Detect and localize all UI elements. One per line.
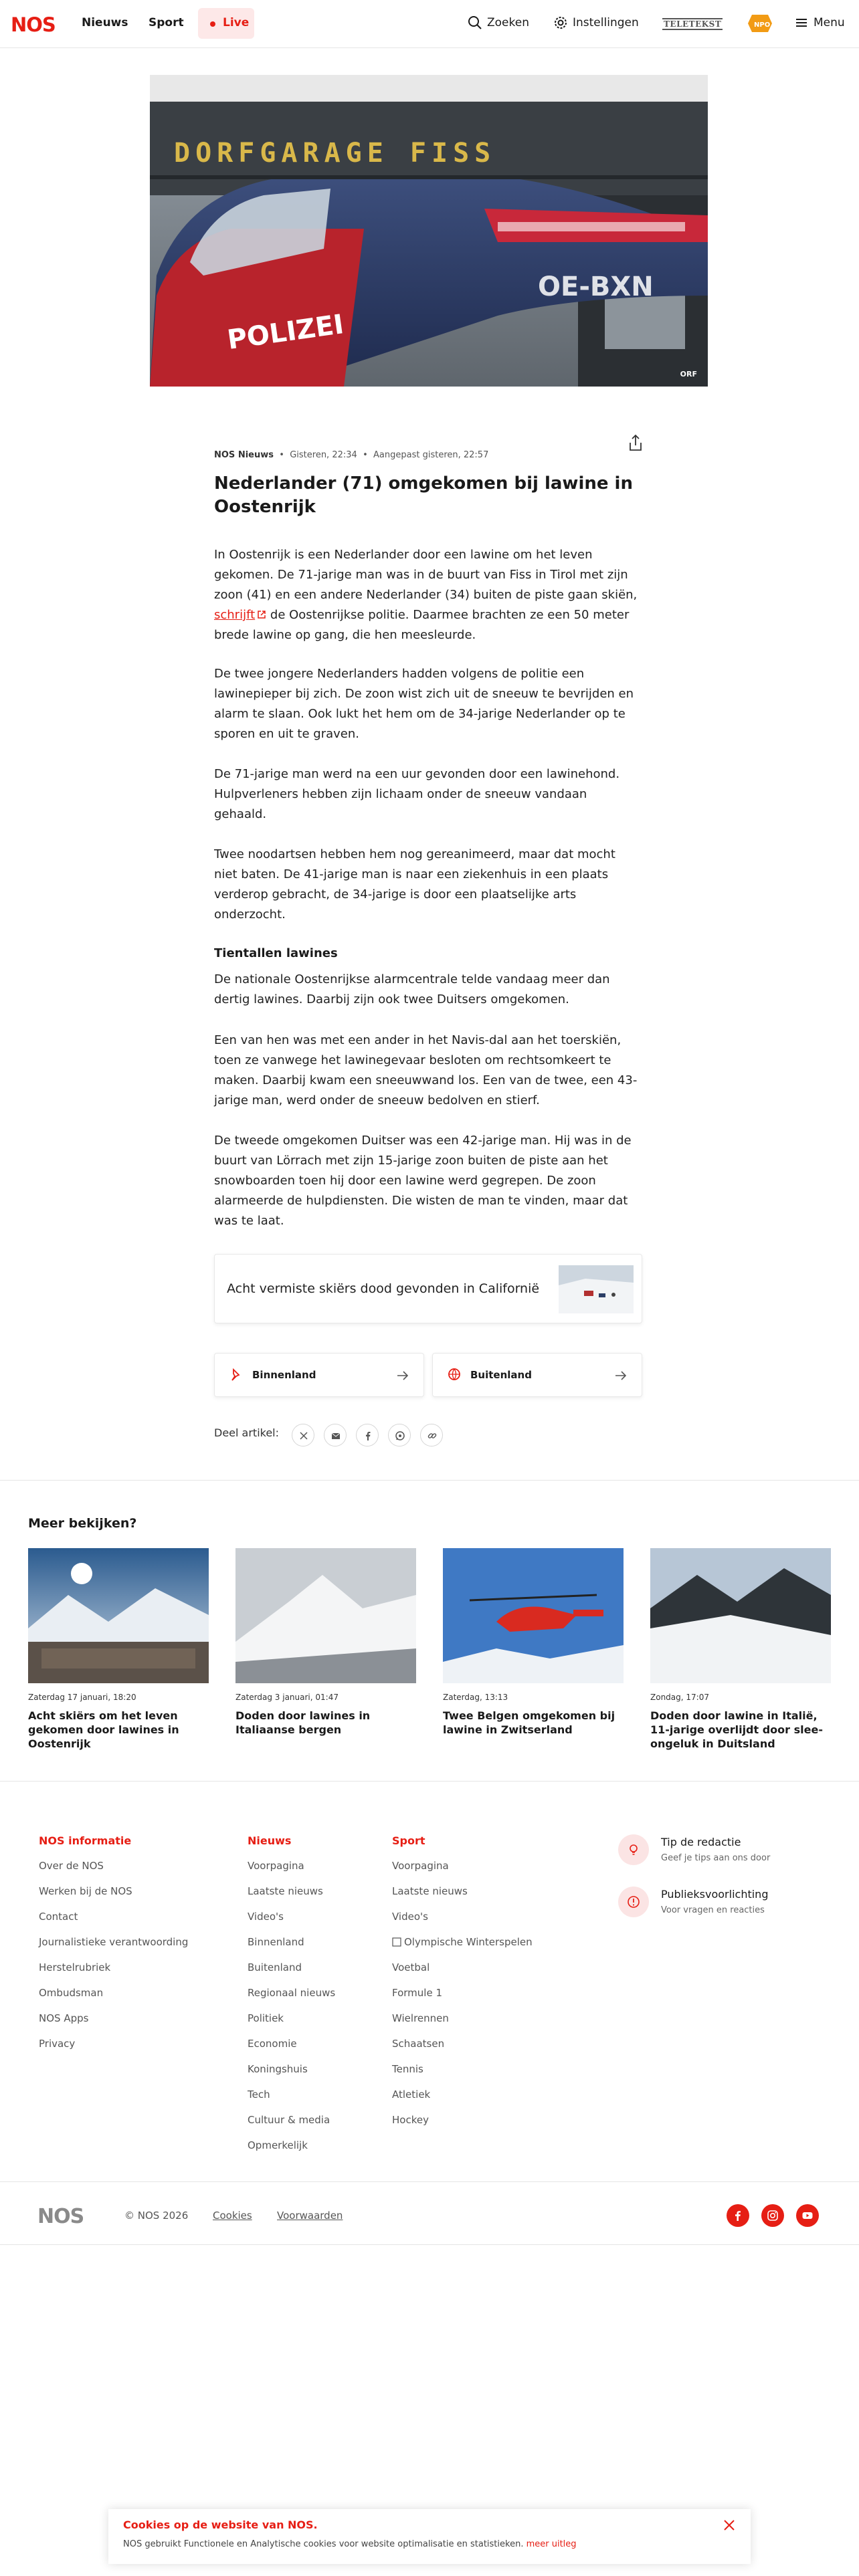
- instagram-button[interactable]: [761, 2204, 784, 2227]
- footer-link[interactable]: Contact: [39, 1911, 78, 1923]
- footer-link[interactable]: Video's: [392, 1911, 428, 1923]
- nav-sport[interactable]: Sport: [149, 16, 184, 29]
- footer-divider: [0, 1781, 859, 1782]
- more-card-title[interactable]: Doden door lawine in Italië, 11-jarige overlijdt door slee-ongeluk in Duitsland: [650, 1709, 823, 1750]
- more-card-title[interactable]: Twee Belgen omgekomen bij lawine in Zwitserland: [443, 1709, 615, 1736]
- lightbulb-icon: [627, 1843, 640, 1856]
- more-card-date: Zaterdag 17 januari, 18:20: [28, 1693, 136, 1702]
- share-facebook-button[interactable]: [356, 1424, 379, 1446]
- footer-col-sport-title: Sport: [392, 1834, 425, 1847]
- more-card[interactable]: [28, 1548, 209, 1751]
- footer-link[interactable]: Economie: [248, 2038, 297, 2050]
- facebook-icon: [363, 1430, 373, 1441]
- footer-link[interactable]: Voorpagina: [248, 1860, 304, 1872]
- site-header: [0, 0, 859, 48]
- cookie-banner-text: NOS gebruikt Functionele en Analytische cookies voor website optimalisatie en statistieken. meer uitleg: [123, 2539, 577, 2549]
- footer-link-olympics[interactable]: Olympische Winterspelen: [392, 1936, 533, 1948]
- photo-credit: ORF: [680, 370, 697, 379]
- footer-link[interactable]: Herstelrubriek: [39, 1961, 111, 1973]
- close-icon[interactable]: [721, 2517, 737, 2533]
- footer-link[interactable]: Tennis: [392, 2063, 423, 2075]
- footer-col-nos-informatie-title: NOS informatie: [39, 1834, 132, 1847]
- teletekst-logo[interactable]: TELETEKST: [664, 19, 722, 29]
- link-icon: [427, 1430, 438, 1441]
- more-card-image[interactable]: [650, 1548, 831, 1683]
- tip-title[interactable]: Tip de redactie: [661, 1836, 741, 1848]
- more-card-image[interactable]: [28, 1548, 209, 1683]
- youtube-button[interactable]: [796, 2204, 819, 2227]
- paragraph-1: In Oostenrijk is een Nederlander door een lawine om het leven gekomen. De 71-jarige man was in de buurt van Fiss in Tirol met zijn zoon (41) en een andere Nederlander (34) buiten de piste gaan skiën, schrijft de Oostenrijkse politie. Daarmee brachten ze een 50 meter brede lawine op gang, die hen meesleurde.: [214, 548, 638, 642]
- svg-text:NOS: NOS: [37, 2205, 84, 2226]
- footer-link[interactable]: Schaatsen: [392, 2038, 445, 2050]
- police-helicopter-photo: [150, 75, 708, 387]
- tail-registration-text: OE-BXN: [538, 272, 654, 302]
- nos-logo[interactable]: [9, 13, 59, 35]
- footer-link[interactable]: Wielrennen: [392, 2012, 449, 2024]
- footer-link[interactable]: Koningshuis: [248, 2063, 308, 2075]
- publieksvoorlichting-subtitle: Voor vragen en reacties: [661, 1905, 765, 1915]
- external-link-icon: [257, 610, 266, 619]
- svg-text:NPO: NPO: [754, 21, 771, 29]
- share-whatsapp-button[interactable]: [388, 1424, 411, 1446]
- subheading: Tientallen lawines: [214, 946, 338, 960]
- more-card-date: Zondag, 17:07: [650, 1693, 709, 1702]
- olympic-rings-icon: [392, 1937, 401, 1947]
- footer-link[interactable]: Binnenland: [248, 1936, 304, 1948]
- paragraph-5: De nationale Oostenrijkse alarmcentrale telde vandaag meer dan dertig lawines. Daarbij zijn ook twee Duitsers omgekomen.: [214, 972, 610, 1006]
- email-icon: [330, 1430, 341, 1441]
- more-title: Meer bekijken?: [28, 1516, 137, 1531]
- whatsapp-icon: [395, 1430, 405, 1441]
- footer-link[interactable]: Politiek: [248, 2012, 284, 2024]
- tag-binnenland[interactable]: [214, 1353, 424, 1397]
- footer-link[interactable]: Laatste nieuws: [392, 1885, 468, 1897]
- more-card-image[interactable]: [235, 1548, 416, 1683]
- share-email-button[interactable]: [324, 1424, 347, 1446]
- facebook-icon: [732, 2210, 744, 2222]
- footer-link[interactable]: Voetbal: [392, 1961, 430, 1973]
- tag-label-buitenland: Buitenland: [470, 1369, 532, 1381]
- footer-link[interactable]: Hockey: [392, 2114, 429, 2126]
- search-button[interactable]: Zoeken: [487, 16, 529, 29]
- globe-icon: [446, 1367, 462, 1383]
- polizei-text: POLIZEI: [225, 309, 346, 356]
- share-label: Deel artikel:: [214, 1426, 280, 1439]
- settings-button[interactable]: Instellingen: [573, 16, 639, 29]
- related-article-title[interactable]: Acht vermiste skiërs dood gevonden in Californië: [227, 1281, 540, 1296]
- more-card-date: Zaterdag, 13:13: [443, 1693, 508, 1702]
- footer-link[interactable]: Werken bij de NOS: [39, 1885, 132, 1897]
- footer-link[interactable]: Laatste nieuws: [248, 1885, 323, 1897]
- footer-end-divider: [0, 2244, 859, 2245]
- facebook-button[interactable]: [727, 2204, 749, 2227]
- paragraph-6: Een van hen was met een ander in het Navis-dal aan het toerskiën, toen ze vanwege het lawinegevaar besloten om rechtsomkeert te maken. Daarbij kwam een sneeuwwand los. Een van de twee, een 43- jarige man, werd onder de sneeuw bedolven en stierf.: [214, 1033, 638, 1107]
- footer-link[interactable]: Tech: [248, 2088, 270, 2101]
- more-card[interactable]: [650, 1548, 831, 1751]
- footer-link[interactable]: Atletiek: [392, 2088, 431, 2101]
- copyright: © NOS 2026: [124, 2210, 189, 2222]
- more-card-title[interactable]: Acht skiërs om het leven gekomen door lawines in Oostenrijk: [28, 1709, 179, 1750]
- pin-icon: [228, 1367, 244, 1383]
- share-x-button[interactable]: [292, 1424, 314, 1446]
- search-icon[interactable]: [467, 15, 483, 31]
- more-card-title[interactable]: Doden door lawines in Italiaanse bergen: [235, 1709, 371, 1736]
- copy-link-button[interactable]: [420, 1424, 443, 1446]
- garage-sign-text: DORFGARAGE FISS: [174, 138, 496, 169]
- footer-link[interactable]: Formule 1: [392, 1987, 442, 1999]
- footer-link[interactable]: Regionaal nieuws: [248, 1987, 336, 1999]
- live-button[interactable]: [198, 8, 254, 39]
- footer-link[interactable]: Over de NOS: [39, 1860, 104, 1872]
- footer-link[interactable]: Journalistieke verantwoording: [39, 1936, 189, 1948]
- tip-subtitle: Geef je tips aan ons door: [661, 1853, 771, 1863]
- more-card[interactable]: [443, 1548, 624, 1737]
- more-card[interactable]: [235, 1548, 416, 1737]
- info-icon: [627, 1895, 640, 1909]
- cookies-link[interactable]: Cookies: [213, 2210, 252, 2222]
- hero-image: [150, 75, 708, 387]
- paragraph-2: De twee jongere Nederlanders hadden volgens de politie een lawinepieper bij zich. De zoon wist zich uit de sneeuw te bevrijden en alarm te slaan. Ook lukt het hem om de 34-jarige Nederlander op te sporen en uit te graven.: [214, 667, 634, 741]
- nav-nieuws[interactable]: Nieuws: [82, 16, 128, 29]
- npo-logo[interactable]: [747, 13, 773, 33]
- paragraph-4: Twee noodartsen hebben hem nog gereanimeerd, maar dat mocht niet baten. De 41-jarige man is naar een ziekenhuis in een plaats verderop gebracht, de 34-jarige is door een plaatselijke arts onderzocht.: [214, 847, 615, 922]
- related-article-card[interactable]: [214, 1254, 642, 1323]
- updated-time: Aangepast gisteren, 22:57: [373, 450, 489, 460]
- share-icon[interactable]: [628, 433, 644, 452]
- arrow-right-icon: [395, 1368, 410, 1383]
- publieksvoorlichting-title[interactable]: Publieksvoorlichting: [661, 1888, 769, 1901]
- more-card-image[interactable]: [443, 1548, 624, 1683]
- voorwaarden-link[interactable]: Voorwaarden: [277, 2210, 343, 2222]
- footer-link[interactable]: Voorpagina: [392, 1860, 449, 1872]
- paragraph-7: De tweede omgekomen Duitser was een 42-jarige man. Hij was in de buurt van Lörrach met zijn 15-jarige zoon buiten de piste aan het snowboarden toen hij door een lawine werd gegrepen. De zoon alarmeerde de hulpdiensten. Die wisten de man te vinden, maar dat was te laat.: [214, 1134, 632, 1228]
- article-title: Nederlander (71) omgekomen bij lawine in Oostenrijk: [214, 473, 633, 517]
- section-divider: [0, 1480, 859, 1481]
- footer-link[interactable]: Privacy: [39, 2038, 76, 2050]
- footer-link[interactable]: Ombudsman: [39, 1987, 104, 1999]
- arrow-right-icon: [613, 1368, 628, 1383]
- footer-link[interactable]: Opmerkelijk: [248, 2139, 308, 2151]
- menu-button[interactable]: Menu: [814, 16, 845, 29]
- paragraph-3: De 71-jarige man werd na een uur gevonden door een lawinehond. Hulpverleners hebben zijn lichaam onder de sneeuw vandaan gehaald.: [214, 767, 620, 821]
- nos-logo-footer[interactable]: [37, 2204, 91, 2226]
- related-article-thumbnail[interactable]: [559, 1265, 634, 1313]
- footer-link[interactable]: NOS Apps: [39, 2012, 89, 2024]
- article-source: NOS Nieuws: [214, 450, 274, 460]
- footer-col-nieuws-title: Nieuws: [248, 1834, 292, 1847]
- publieksvoorlichting-button[interactable]: [618, 1887, 649, 1917]
- hamburger-menu-icon[interactable]: [793, 15, 809, 31]
- footer-link[interactable]: Buitenland: [248, 1961, 302, 1973]
- cookie-banner: [108, 2509, 751, 2564]
- footer-link[interactable]: Cultuur & media: [248, 2114, 330, 2126]
- youtube-icon: [801, 2210, 814, 2222]
- x-icon: [298, 1430, 309, 1441]
- gear-icon[interactable]: [553, 15, 569, 31]
- svg-text:NOS: NOS: [11, 13, 56, 35]
- cookie-banner-title: Cookies op de website van NOS.: [123, 2518, 318, 2531]
- footer-link[interactable]: Video's: [248, 1911, 284, 1923]
- source-link[interactable]: schrijft: [214, 608, 256, 622]
- footer-bottom-divider: [0, 2181, 859, 2182]
- article-meta: NOS Nieuws • Gisteren, 22:34 • Aangepast gisteren, 22:57: [214, 450, 489, 460]
- published-time: Gisteren, 22:34: [290, 450, 357, 460]
- tag-buitenland[interactable]: [432, 1353, 642, 1397]
- instagram-icon: [767, 2210, 779, 2222]
- tag-label-binnenland: Binnenland: [252, 1369, 316, 1381]
- live-label: Live: [223, 16, 250, 29]
- cookie-more-info-link[interactable]: meer uitleg: [526, 2539, 577, 2549]
- more-card-date: Zaterdag 3 januari, 01:47: [235, 1693, 339, 1702]
- tip-button[interactable]: [618, 1834, 649, 1865]
- live-dot-icon: [210, 21, 215, 27]
